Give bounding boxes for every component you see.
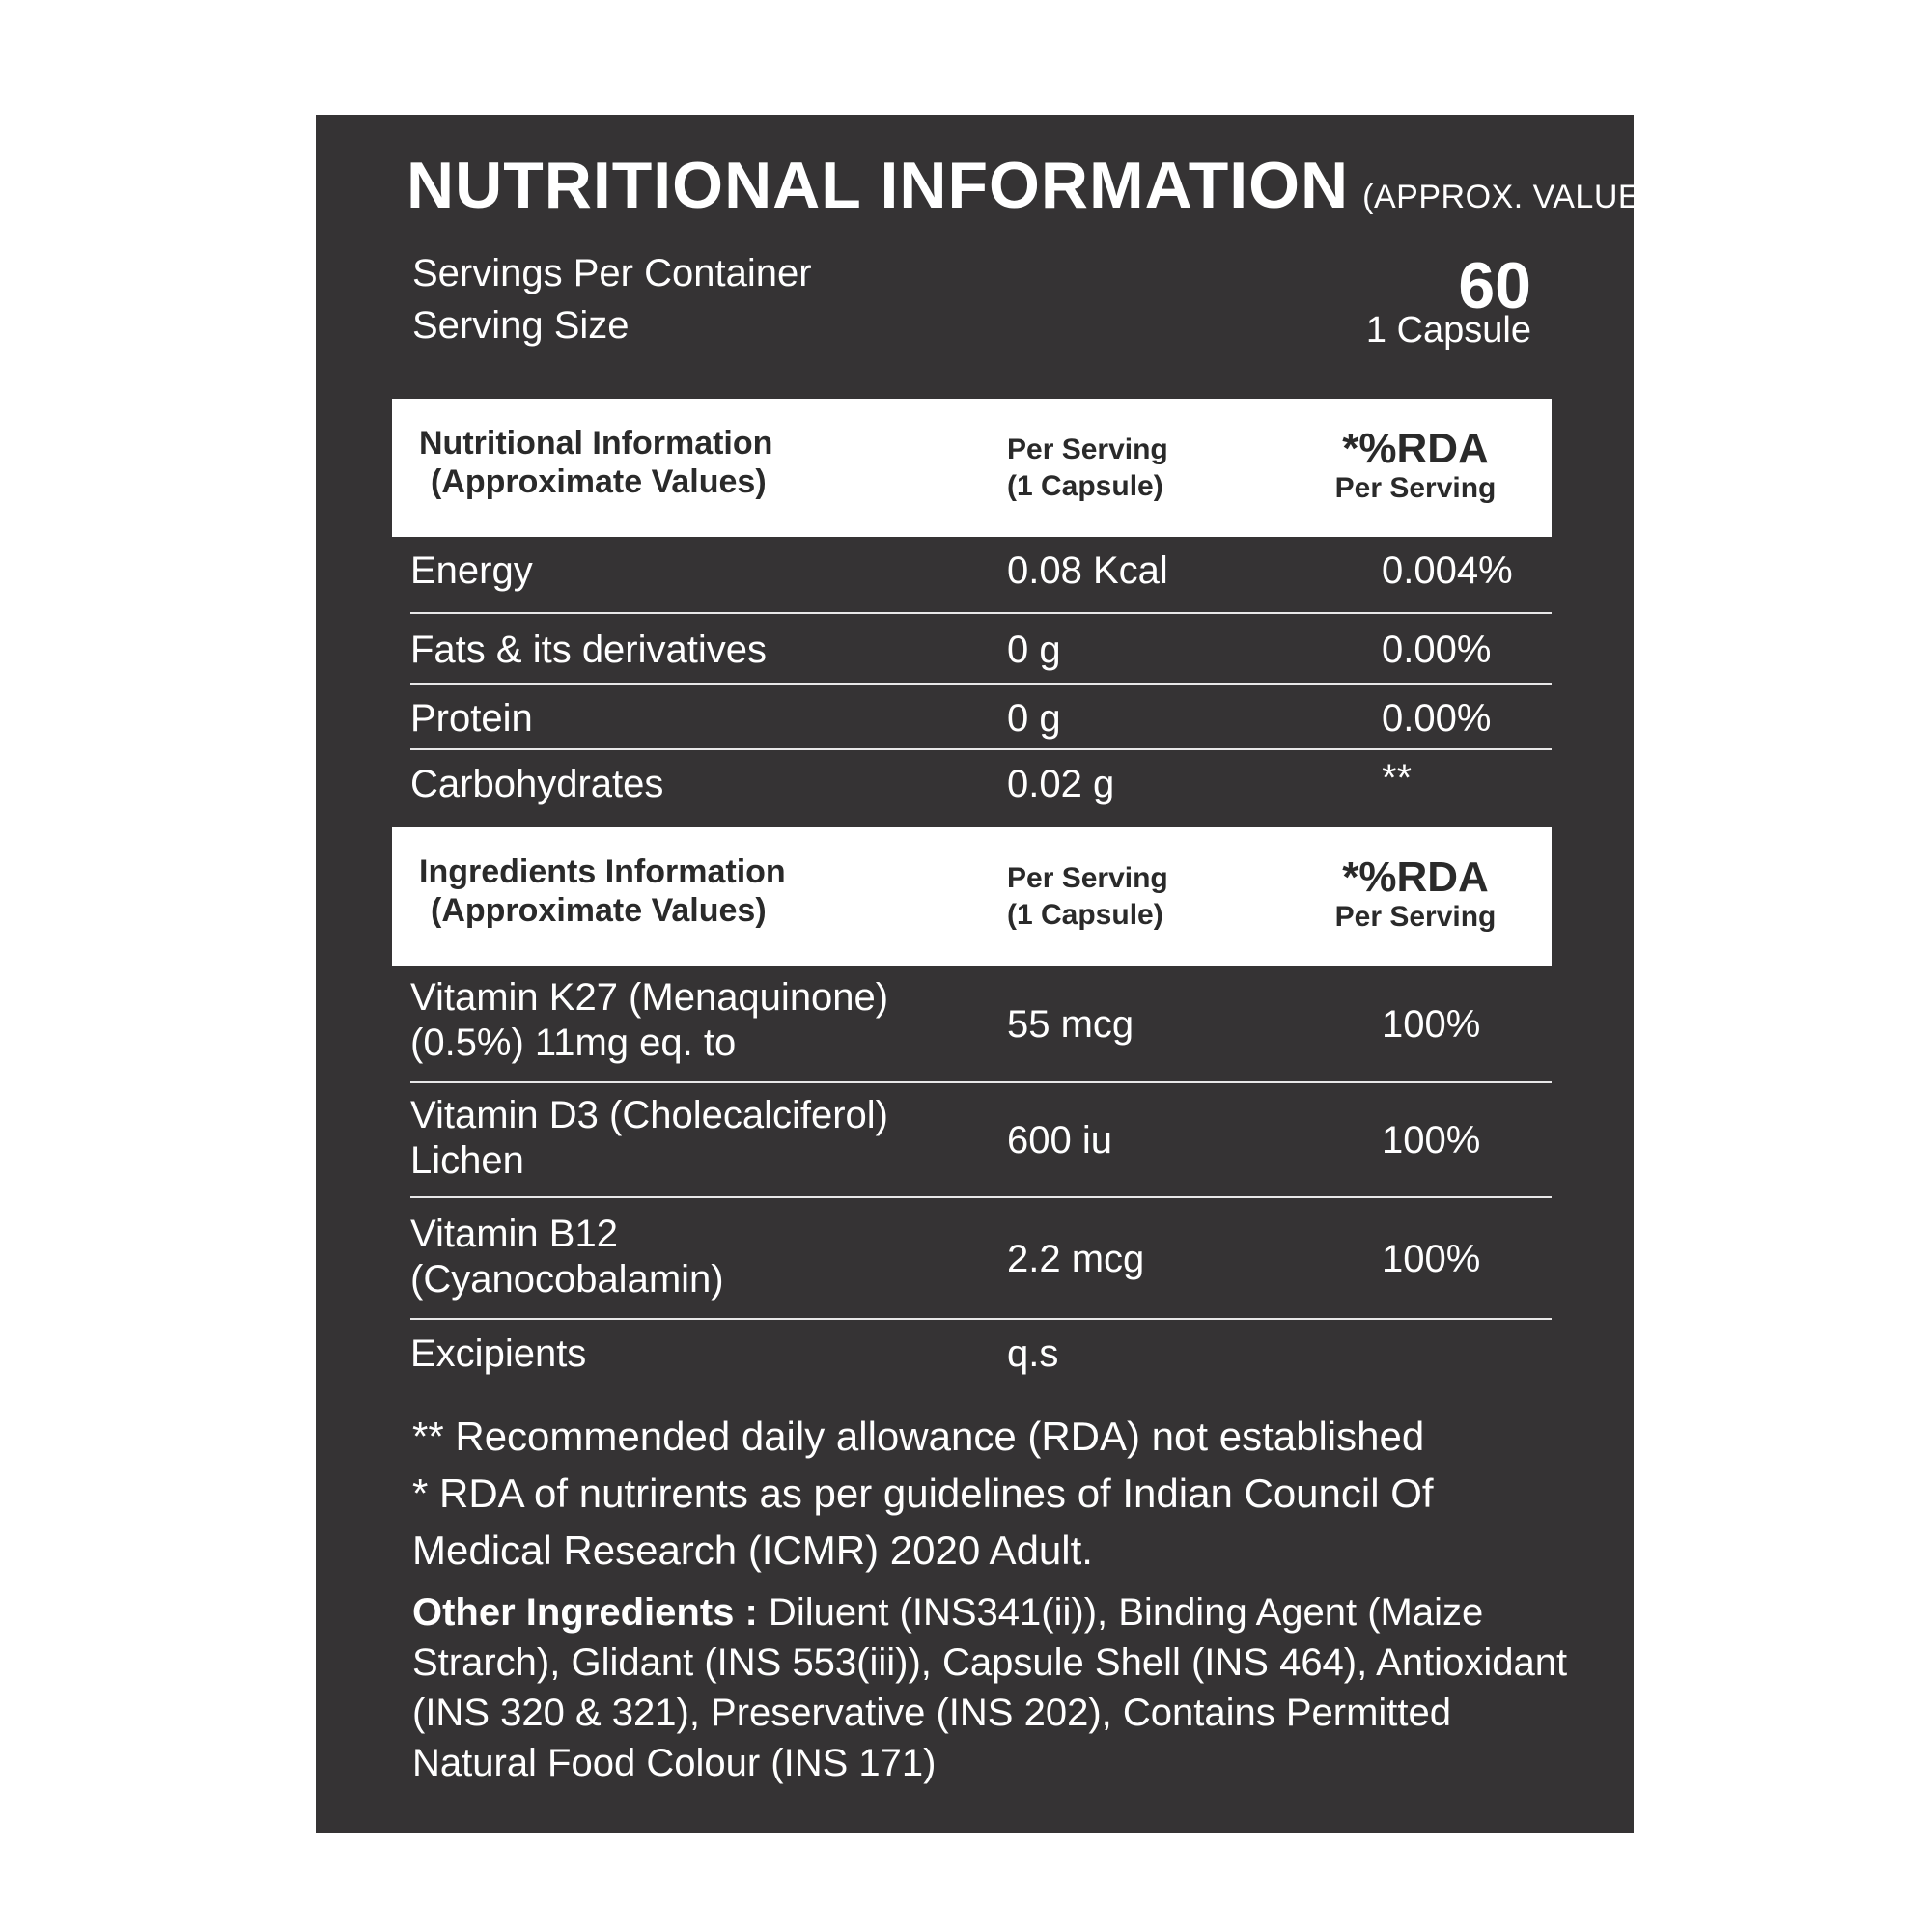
nutrition-table-header	[392, 399, 1552, 537]
row-name: Vitamin K27 (Menaquinone) (0.5%) 11mg eq. to	[410, 976, 889, 1064]
header-col2: Per Serving (1 Capsule)	[1007, 862, 1168, 931]
row-name: Energy	[410, 549, 533, 592]
row-value: q.s	[1007, 1332, 1059, 1375]
other-ingredients-text: Diluent (INS341(ii)), Binding Agent (Maize Strarch), Glidant (INS 553(iii)), Capsule Shell (INS 464), Antioxidant (INS 320 & 321), Preservative (INS 202), Contains Permitted Natural Food Colour (INS 171)	[412, 1591, 1568, 1784]
row-rda: 0.00%	[1382, 629, 1492, 671]
row-name: Excipients	[410, 1332, 587, 1375]
row-value: 55 mcg	[1007, 1003, 1134, 1046]
table-row	[410, 537, 1552, 614]
row-rda: **	[1382, 757, 1413, 799]
header-col3: *%RDA Per Serving	[1334, 425, 1497, 504]
table-row	[410, 1083, 1552, 1198]
other-ingredients-label: Other Ingredients :	[412, 1591, 758, 1634]
servings-per-container-value: 60	[1458, 249, 1531, 322]
row-value: 0 g	[1007, 697, 1061, 740]
table-row	[410, 1320, 1552, 1387]
row-value: 0.02 g	[1007, 763, 1115, 805]
header-col3: *%RDA Per Serving	[1334, 854, 1497, 933]
row-name: Vitamin B12 (Cyanocobalamin)	[410, 1213, 724, 1301]
row-value: 2.2 mcg	[1007, 1238, 1145, 1280]
row-value: 600 iu	[1007, 1119, 1112, 1162]
table-row	[410, 750, 1552, 826]
rda-note-icmr-cont: Medical Research (ICMR) 2020 Adult.	[412, 1527, 1093, 1573]
row-rda: 100%	[1382, 1238, 1481, 1280]
table-row	[410, 614, 1552, 685]
rda-note-icmr: * RDA of nutrirents as per guidelines of Indian Council Of	[412, 1470, 1434, 1516]
row-name: Carbohydrates	[410, 763, 664, 805]
row-rda: 0.00%	[1382, 697, 1492, 740]
row-value: 0 g	[1007, 629, 1061, 671]
nutrition-label-panel	[316, 115, 1652, 1833]
table-row	[410, 966, 1552, 1083]
serving-size-label: Serving Size	[412, 304, 630, 347]
row-name: Vitamin D3 (Cholecalciferol) Lichen	[410, 1094, 888, 1182]
row-name: Protein	[410, 697, 533, 740]
rda-note-not-established: ** Recommended daily allowance (RDA) not established	[412, 1414, 1425, 1459]
header-col2: Per Serving (1 Capsule)	[1007, 434, 1168, 502]
table-row	[410, 685, 1552, 750]
row-rda: 100%	[1382, 1003, 1481, 1046]
ingredients-table-header	[392, 827, 1552, 966]
row-value: 0.08 Kcal	[1007, 549, 1168, 592]
other-ingredients	[412, 1587, 1581, 1788]
label-subtitle: (APPROX. VALUE)	[1362, 179, 1652, 215]
row-name: Fats & its derivatives	[410, 629, 768, 671]
row-rda: 0.004%	[1382, 549, 1513, 592]
serving-size-value: 1 Capsule	[1365, 310, 1531, 350]
table-row	[410, 1198, 1552, 1320]
servings-per-container-label: Servings Per Container	[412, 252, 812, 294]
label-title: NUTRITIONAL INFORMATION (APPROX. VALUE)	[406, 149, 1652, 222]
header-col1: Nutritional Information (Approximate Values)	[419, 425, 773, 500]
row-rda: 100%	[1382, 1119, 1481, 1162]
header-col1: Ingredients Information (Approximate Values)	[419, 854, 786, 929]
